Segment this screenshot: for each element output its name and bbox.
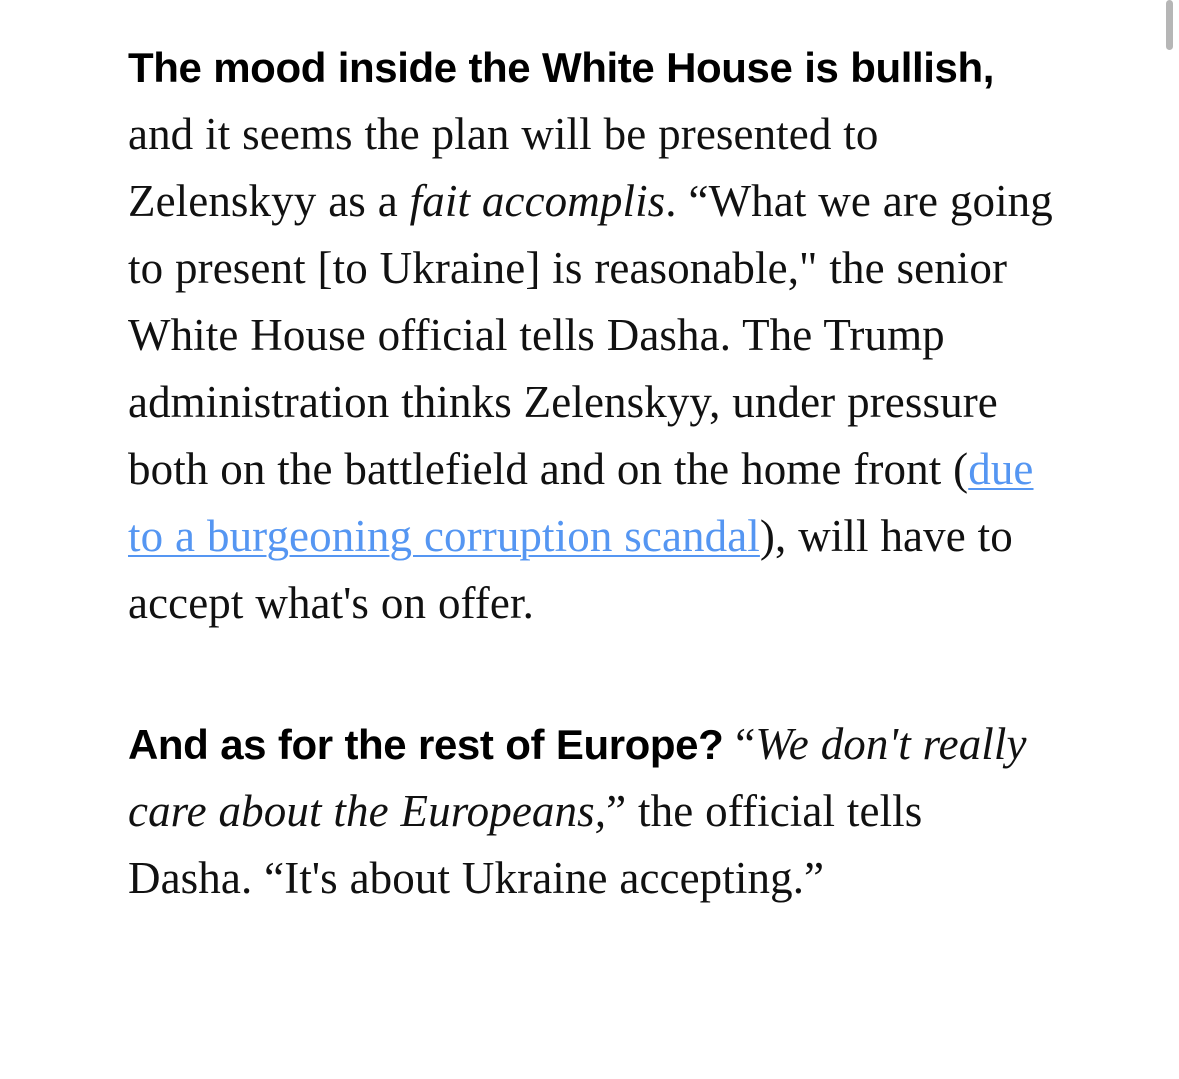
paragraph-2-lead: And as for the rest of Europe? [128,721,724,768]
paragraph-2-text-1: “ [723,719,756,769]
paragraph-1 [128,34,1058,637]
corruption-scandal-link[interactable]: due to a burgeoning corruption scandal [128,444,1034,561]
paragraph-2-italic-1: We don't really care about the Europeans, [128,719,1027,836]
vertical-scrollbar[interactable] [1166,0,1173,1079]
paragraph-2 [128,711,1058,912]
paragraph-1-text-3: ), will have to accept what's on offer. [128,511,1013,628]
paragraph-1-lead: The mood inside the White House is bullish, [128,44,995,91]
paragraph-2-text-2: ” the official tells Dasha. “It's about Ukraine accepting.” [128,786,923,903]
paragraph-1-italic-1: fait accomplis [409,176,666,226]
paragraph-1-text-2: . “What we are going to present [to Ukraine] is reasonable," the senior White House official tells Dasha. The Trump administration thinks Zelenskyy, under pressure both on the battlefield and on the home front ( [128,176,1053,494]
article-body [128,34,1058,912]
paragraph-1-text-1: and it seems the plan will be presented to Zelenskyy as a [128,109,879,226]
scrollbar-thumb[interactable] [1166,0,1173,50]
